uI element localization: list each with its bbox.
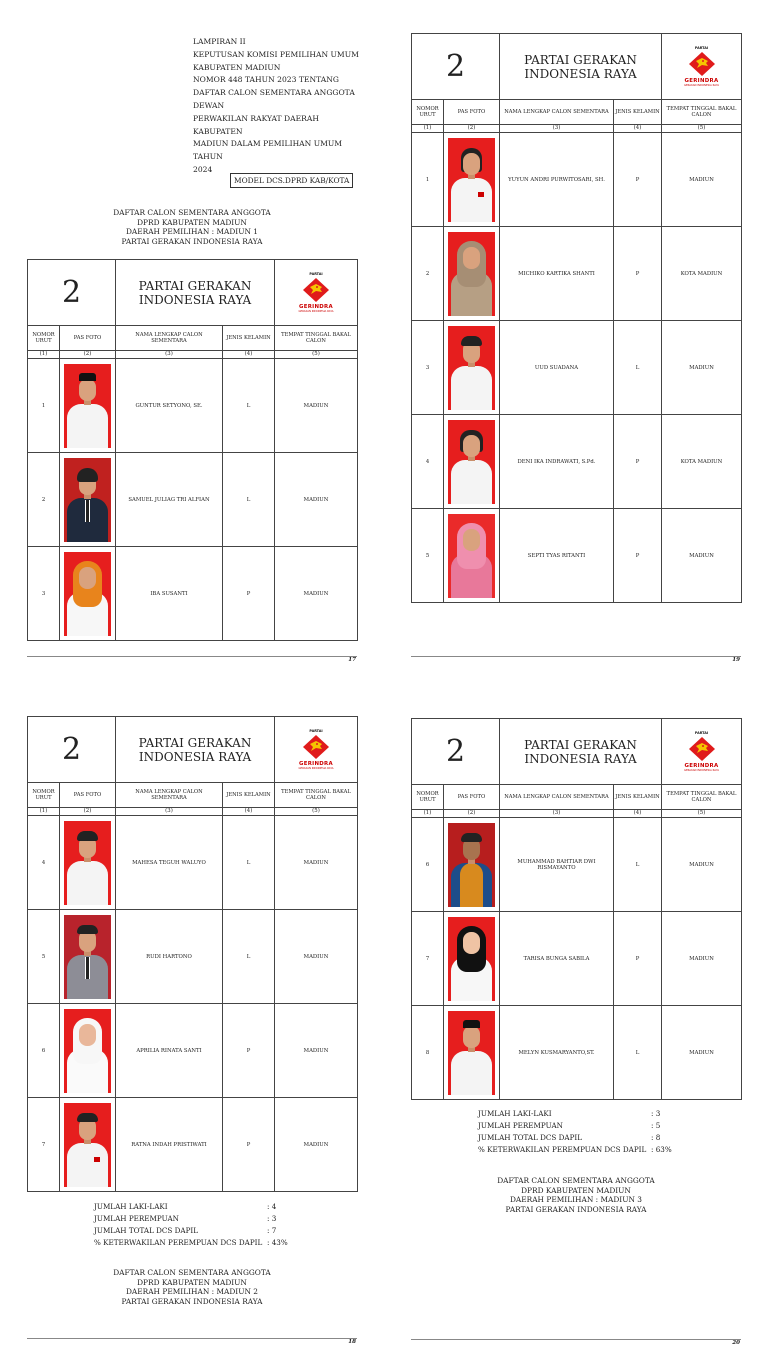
candidate-table: 2 PARTAI GERAKAN INDONESIA RAYA PARTAI GERINDRA GERAKAN INDONESIA RAYA NOMOR URUT PAS FOTO NAMA LENGKAP CALON SEMENTARA JENIS KELAMIN TEMPAT TINGGAL BAKAL CALON (1) (2) (3) (4) (5) 6 MUHAMMAD BAHTIAR DWI RISMAYANTO L MADIUN 7 TARISA BUNGA SABILA P MADIUN 8 MELYN KUSMARYANTO,ST. L MADIUN [411,718,742,1100]
col-tempat-tinggal: TEMPAT TINGGAL BAKAL CALON [662,785,742,810]
table-row: 3 UUD SUADANA L MADIUN [412,321,742,415]
table-row: 8 MELYN KUSMARYANTO,ST. L MADIUN [412,1006,742,1100]
summary-block: JUMLAH LAKI-LAKI : 3 JUMLAH PEREMPUAN : 5 JUMLAH TOTAL DCS DAPIL : 8 % KETERWAKILAN PEREMPUAN DCS DAPIL : 63% [478,1109,672,1154]
col-nama: NAMA LENGKAP CALON SEMENTARA [500,100,614,125]
col-pas-foto: PAS FOTO [444,100,500,125]
col-tempat-tinggal: TEMPAT TINGGAL BAKAL CALON [275,326,358,351]
col-nomor-urut: NOMOR URUT [28,326,60,351]
candidate-table: 2 PARTAI GERAKAN INDONESIA RAYA PARTAI GERINDRA GERAKAN INDONESIA RAYA NOMOR URUT PAS FOTO NAMA LENGKAP CALON SEMENTARA JENIS KELAMIN TEMPAT TINGGAL BAKAL CALON (1) (2) (3) (4) (5) 4 MAHESA TEGUH WALUYO L MADIUN 5 RUDI HARTONO L MADIUN 6 APRILIA RINATA SANTI P MADIUN 7 RATNA INDAH PRISTIWATI P MADIUN [27,716,358,1192]
garuda-logo-icon [302,277,330,303]
page-number: 17 [348,657,356,663]
garuda-logo-icon [688,51,716,77]
party-number: 2 [28,717,116,783]
col-jenis-kelamin: JENIS KELAMIN [614,785,662,810]
party-number: 2 [412,34,500,100]
lampiran-block: LAMPIRAN II KEPUTUSAN KOMISI PEMILIHAN UMUM KABUPATEN MADIUN NOMOR 448 TAHUN 2023 TENTANG DAFTAR CALON SEMENTARA ANGGOTA DEWAN PERWAKILAN RAKYAT DAERAH KABUPATEN MADIUN DALAM PEMILIHAN UMUM TAHUN 2024 [193,37,359,174]
candidate-photo [448,138,495,222]
page-20 [384,683,768,1366]
page-19 [384,0,768,683]
table-row: 2 MICHIKO KARTIKA SHANTI P KOTA MADIUN [412,227,742,321]
model-label: MODEL DCS.DPRD KAB/KOTA [230,173,353,188]
candidate-photo [64,1103,111,1187]
page-number: 18 [348,1339,356,1345]
garuda-logo-icon [688,736,716,762]
page-17 [0,0,384,683]
col-jenis-kelamin: JENIS KELAMIN [223,783,275,808]
garuda-logo-icon [302,734,330,760]
table-row: 7 RATNA INDAH PRISTIWATI P MADIUN [28,1098,358,1192]
page-number: 19 [732,657,740,663]
col-nama: NAMA LENGKAP CALON SEMENTARA [116,326,223,351]
table-row: 1 GUNTUR SETYONO, SE. L MADIUN [28,359,358,453]
candidate-photo [64,364,111,448]
candidate-photo [448,823,495,907]
dapil-title: DAFTAR CALON SEMENTARA ANGGOTA DPRD KABUPATEN MADIUN DAERAH PEMILIHAN : MADIUN 2 PARTAI GERAKAN INDONESIA RAYA [113,1268,271,1306]
col-nama: NAMA LENGKAP CALON SEMENTARA [500,785,614,810]
candidate-photo [64,552,111,636]
party-name: PARTAI GERAKAN INDONESIA RAYA [116,260,275,326]
candidate-photo [64,458,111,542]
table-row: 4 DENI IKA INDRAWATI, S.Pd. P KOTA MADIUN [412,415,742,509]
col-nama: NAMA LENGKAP CALON SEMENTARA [116,783,223,808]
candidate-photo [448,326,495,410]
party-name: PARTAI GERAKAN INDONESIA RAYA [500,719,662,785]
table-row: 7 TARISA BUNGA SABILA P MADIUN [412,912,742,1006]
party-number: 2 [28,260,116,326]
col-pas-foto: PAS FOTO [60,783,116,808]
candidate-photo [448,917,495,1001]
candidate-photo [448,514,495,598]
candidate-table: 2 PARTAI GERAKAN INDONESIA RAYA PARTAI GERINDRA GERAKAN INDONESIA RAYA NOMOR URUT PAS FOTO NAMA LENGKAP CALON SEMENTARA JENIS KELAMIN TEMPAT TINGGAL BAKAL CALON (1) (2) (3) (4) (5) 1 YUYUN ANDRI PURWITOSARI, SH. P MADIUN 2 MICHIKO KARTIKA SHANTI P KOTA MADIUN 3 UUD SUADANA L MADIUN 4 DENI IKA INDRAWATI, S.Pd. P KOTA MADIUN 5 SEPTI TYAS RITANTI P MADIUN [411,33,742,603]
table-row: 6 MUHAMMAD BAHTIAR DWI RISMAYANTO L MADIUN [412,818,742,912]
col-pas-foto: PAS FOTO [60,326,116,351]
col-nomor-urut: NOMOR URUT [412,785,444,810]
party-logo: PARTAI GERINDRA GERAKAN INDONESIA RAYA [275,717,358,783]
candidate-photo [64,1009,111,1093]
party-logo: PARTAI GERINDRA GERAKAN INDONESIA RAYA [275,260,358,326]
table-row: 4 MAHESA TEGUH WALUYO L MADIUN [28,816,358,910]
table-row: 6 APRILIA RINATA SANTI P MADIUN [28,1004,358,1098]
dapil-title: DAFTAR CALON SEMENTARA ANGGOTA DPRD KABUPATEN MADIUN DAERAH PEMILIHAN : MADIUN 1 PARTAI GERAKAN INDONESIA RAYA [113,208,271,246]
col-tempat-tinggal: TEMPAT TINGGAL BAKAL CALON [275,783,358,808]
candidate-photo [448,1011,495,1095]
table-row: 5 SEPTI TYAS RITANTI P MADIUN [412,509,742,603]
table-row: 2 SAMUEL JULIAG TRI ALFIAN L MADIUN [28,453,358,547]
table-row: 5 RUDI HARTONO L MADIUN [28,910,358,1004]
summary-block: JUMLAH LAKI-LAKI : 4 JUMLAH PEREMPUAN : 3 JUMLAH TOTAL DCS DAPIL : 7 % KETERWAKILAN PEREMPUAN DCS DAPIL : 43% [94,1202,288,1247]
page-18 [0,683,384,1366]
col-nomor-urut: NOMOR URUT [28,783,60,808]
candidate-photo [64,821,111,905]
col-pas-foto: PAS FOTO [444,785,500,810]
candidate-table: 2 PARTAI GERAKAN INDONESIA RAYA PARTAI GERINDRA GERAKAN INDONESIA RAYA NOMOR URUT PAS FOTO NAMA LENGKAP CALON SEMENTARA JENIS KELAMIN TEMPAT TINGGAL BAKAL CALON (1) (2) (3) (4) (5) 1 GUNTUR SETYONO, SE. L MADIUN 2 SAMUEL JULIAG TRI ALFIAN L MADIUN 3 IBA SUSANTI P MADIUN [27,259,358,641]
col-tempat-tinggal: TEMPAT TINGGAL BAKAL CALON [662,100,742,125]
dapil-title: DAFTAR CALON SEMENTARA ANGGOTA DPRD KABUPATEN MADIUN DAERAH PEMILIHAN : MADIUN 3 PARTAI GERAKAN INDONESIA RAYA [497,1176,655,1214]
party-logo: PARTAI GERINDRA GERAKAN INDONESIA RAYA [662,34,742,100]
col-jenis-kelamin: JENIS KELAMIN [614,100,662,125]
party-name: PARTAI GERAKAN INDONESIA RAYA [500,34,662,100]
candidate-photo [448,232,495,316]
page-number: 20 [732,1340,740,1346]
candidate-photo [448,420,495,504]
col-nomor-urut: NOMOR URUT [412,100,444,125]
party-name: PARTAI GERAKAN INDONESIA RAYA [116,717,275,783]
candidate-photo [64,915,111,999]
col-jenis-kelamin: JENIS KELAMIN [223,326,275,351]
party-number: 2 [412,719,500,785]
table-row: 3 IBA SUSANTI P MADIUN [28,547,358,641]
table-row: 1 YUYUN ANDRI PURWITOSARI, SH. P MADIUN [412,133,742,227]
party-logo: PARTAI GERINDRA GERAKAN INDONESIA RAYA [662,719,742,785]
